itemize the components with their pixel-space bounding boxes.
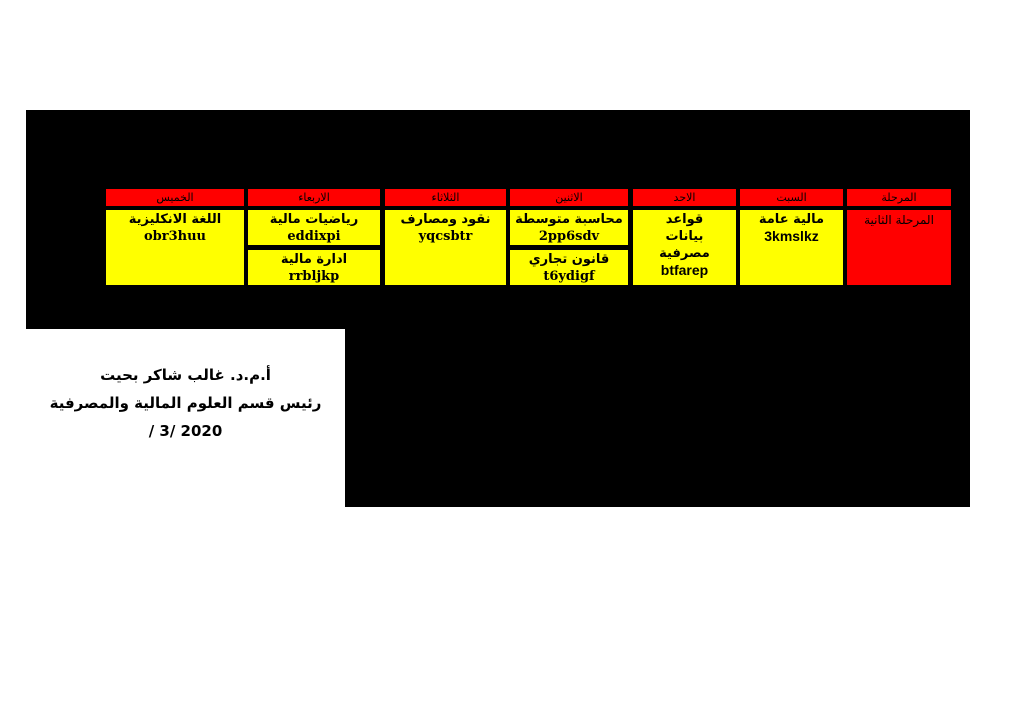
class-code: yqcsbtr <box>418 229 473 244</box>
monday-class-2 <box>510 250 628 285</box>
signature-box <box>26 329 345 507</box>
class-code: 3kmslkz <box>764 228 819 244</box>
header-stage: المرحلة <box>847 189 951 206</box>
subject-name: ادارة مالية <box>280 252 348 267</box>
class-code: 2pp6sdv <box>538 229 600 244</box>
saturday-class <box>740 210 843 285</box>
signature-name: أ.م.د. غالب شاكر بحيت <box>100 366 271 384</box>
class-code: t6ydigf <box>543 269 595 284</box>
header-wednesday: الاربعاء <box>248 189 380 206</box>
class-code: rrbljkp <box>288 269 340 284</box>
tuesday-class <box>385 210 506 285</box>
sunday-class <box>633 210 736 285</box>
thursday-class <box>106 210 244 285</box>
subject-name: قانون تجاري <box>528 252 610 267</box>
class-code: eddixpi <box>287 229 341 244</box>
subject-name: رياضيات مالية <box>269 212 359 227</box>
subject-name: مالية عامة <box>758 212 825 227</box>
header-saturday: السبت <box>740 189 843 206</box>
class-code: btfarep <box>660 262 709 278</box>
subject-name: نقود ومصارف <box>400 212 491 227</box>
stage-label: المرحلة الثانية <box>864 213 934 227</box>
subject-name: قواعد بيانات مصرفية <box>659 212 710 261</box>
header-monday: الاثنين <box>510 189 628 206</box>
monday-class-1 <box>510 210 628 245</box>
signature-date: / 3/ 2020 <box>148 422 223 440</box>
stage-cell <box>847 210 951 285</box>
subject-name: محاسبة متوسطة <box>515 212 623 227</box>
header-sunday: الاحد <box>633 189 736 206</box>
wednesday-class-1 <box>248 210 380 245</box>
subject-name: اللغة الانكليزية <box>128 212 222 227</box>
wednesday-class-2 <box>248 250 380 285</box>
signature-title: رئيس قسم العلوم المالية والمصرفية <box>49 394 322 412</box>
header-thursday: الخميس <box>106 189 244 206</box>
header-tuesday: الثلاثاء <box>385 189 506 206</box>
class-code: obr3huu <box>143 229 206 244</box>
